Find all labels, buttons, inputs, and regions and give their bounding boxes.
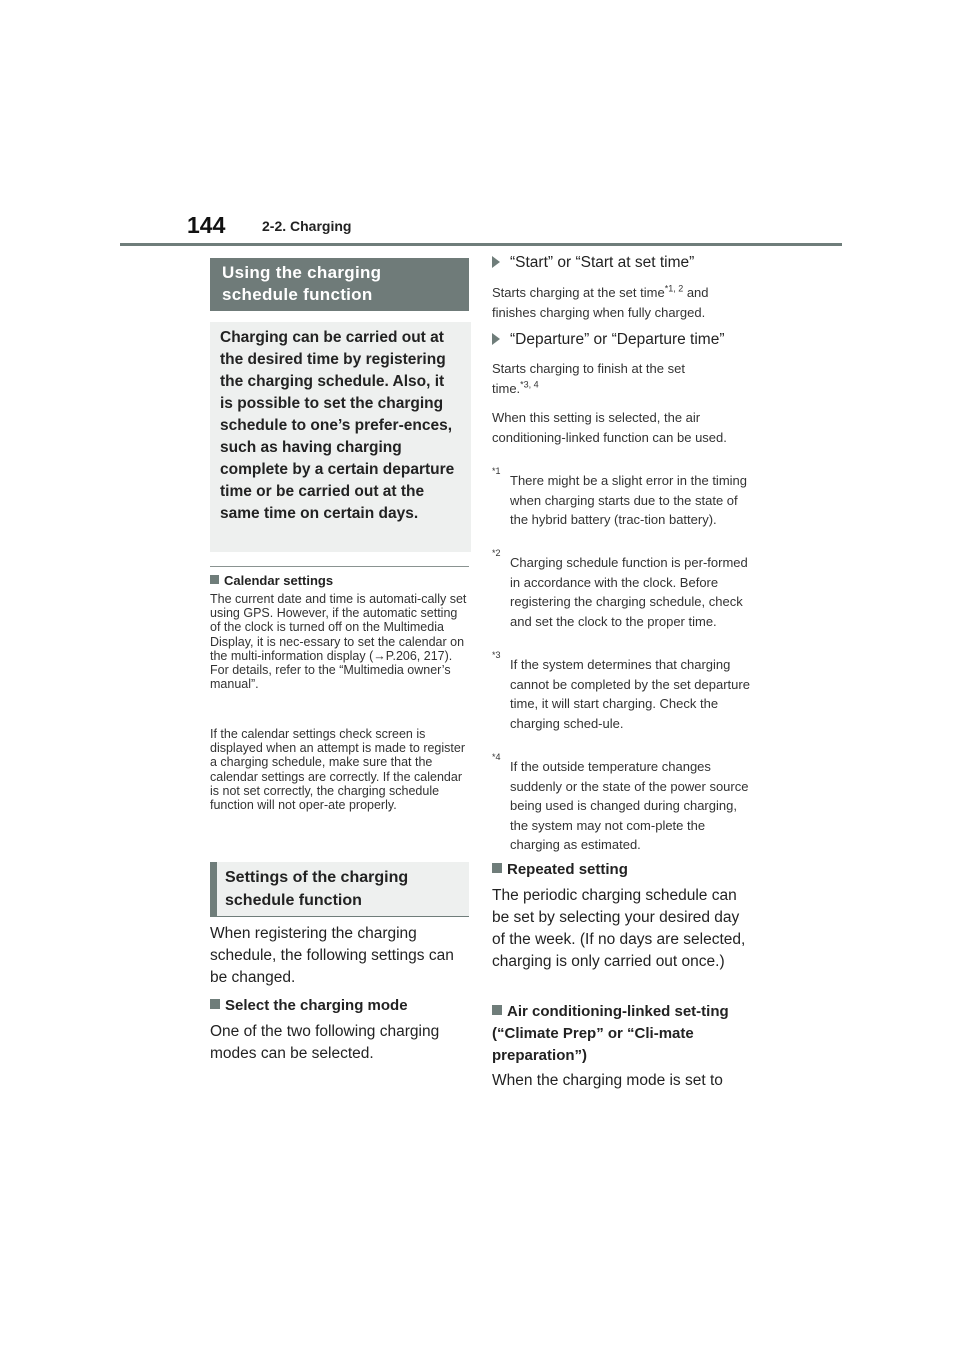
option-departure-label: “Departure” or “Departure time” — [510, 331, 725, 348]
aircon-setting-title — [492, 1001, 742, 1067]
option-departure-note: When this setting is selected, the air conditioning-linked function can be used. — [492, 410, 727, 445]
square-bullet-icon — [210, 999, 220, 1009]
footnote-ref: *3, 4 — [520, 379, 539, 390]
footnote-mark-text: *3 — [492, 650, 501, 660]
heading-using-schedule: Using the charging schedule function — [210, 258, 469, 311]
repeated-setting-paragraph: The periodic charging schedule can be set by selecting your desired day of the week. (If no days are selected, charging is only carried out once.) — [492, 887, 746, 970]
desc-text: Starts charging at the set time — [492, 285, 665, 300]
page-number: 144 — [187, 212, 226, 238]
option-start — [492, 254, 752, 272]
divider — [210, 566, 469, 567]
triangle-bullet-icon — [492, 256, 500, 268]
option-start-label: “Start” or “Start at set time” — [510, 254, 695, 271]
select-mode-title — [210, 995, 470, 1017]
repeated-setting-title — [492, 859, 752, 881]
section-title: 2-2. Charging — [262, 218, 352, 234]
square-bullet-icon — [492, 1005, 502, 1015]
header-rule — [120, 243, 842, 246]
calendar-settings-label: Calendar settings — [224, 573, 334, 588]
footnote-ref: *1, 2 — [664, 283, 684, 294]
intro-box: Charging can be carried out at the desired time by registering the charging schedule. Also, it is possible to set the charging schedule to one’s prefer-ences, such as having charging complete by a certain departure time or be carried out at the same time on certain days. — [210, 322, 471, 552]
footnote-text: There might be a slight error in the timing when charging starts due to the state of the hybrid battery (trac-tion battery). — [510, 473, 747, 527]
footnote-4 — [492, 752, 752, 855]
footnote-1 — [492, 466, 752, 530]
desc-text: Starts charging to finish at the set time. — [492, 361, 685, 396]
footnote-text: If the outside temperature changes suddenly or the state of the power source being used is changed during charging, the system may not com-plete the charging as estimated. — [510, 759, 749, 852]
repeated-setting-label: Repeated setting — [507, 861, 628, 878]
triangle-bullet-icon — [492, 333, 500, 345]
aircon-setting-label: Air conditioning-linked set-ting (“Climate Prep” or “Cli-mate preparation”) — [492, 1003, 729, 1064]
footnote-mark-text: *2 — [492, 548, 501, 558]
desc-text: and finishes charging when fully charged. — [492, 285, 709, 320]
aircon-paragraph: When the charging mode is set to — [492, 1072, 723, 1089]
option-departure-description — [492, 359, 722, 398]
divider — [210, 916, 469, 917]
settings-paragraph: When registering the charging schedule, the following settings can be changed. — [210, 925, 454, 986]
option-departure — [492, 331, 752, 349]
calendar-paragraph-1: The current date and time is automati-cally set using GPS. However, if the automatic setting of the clock is turned off on the Multimedia Display, it is nec-essary to set the calendar on the multi-information display (→P.206, 217). For details, refer to the “Multimedia owner’s manual”. — [210, 592, 467, 692]
footnote-2 — [492, 548, 752, 631]
calendar-settings-title — [210, 573, 333, 588]
option-start-description — [492, 283, 742, 322]
footnote-3 — [492, 650, 752, 733]
footnote-text: If the system determines that charging cannot be completed by the set departure time, it will start charging. Check the charging sched-ule. — [510, 657, 750, 731]
footnote-mark-text: *4 — [492, 752, 501, 762]
square-bullet-icon — [210, 575, 219, 584]
calendar-paragraph-2: If the calendar settings check screen is displayed when an attempt is made to register a charging schedule, make sure that the calendar settings are correctly. If the calendar is not set correctly, the charging schedule function will not oper-ate properly. — [210, 727, 465, 813]
square-bullet-icon — [492, 863, 502, 873]
select-mode-label: Select the charging mode — [225, 997, 408, 1014]
footnote-mark-text: *1 — [492, 466, 501, 476]
footnote-text: Charging schedule function is per-formed in accordance with the clock. Before registering the charging schedule, check and set the clock to the proper time. — [510, 555, 748, 629]
mode-paragraph: One of the two following charging modes can be selected. — [210, 1023, 440, 1062]
heading-settings: Settings of the charging schedule function — [210, 862, 469, 916]
